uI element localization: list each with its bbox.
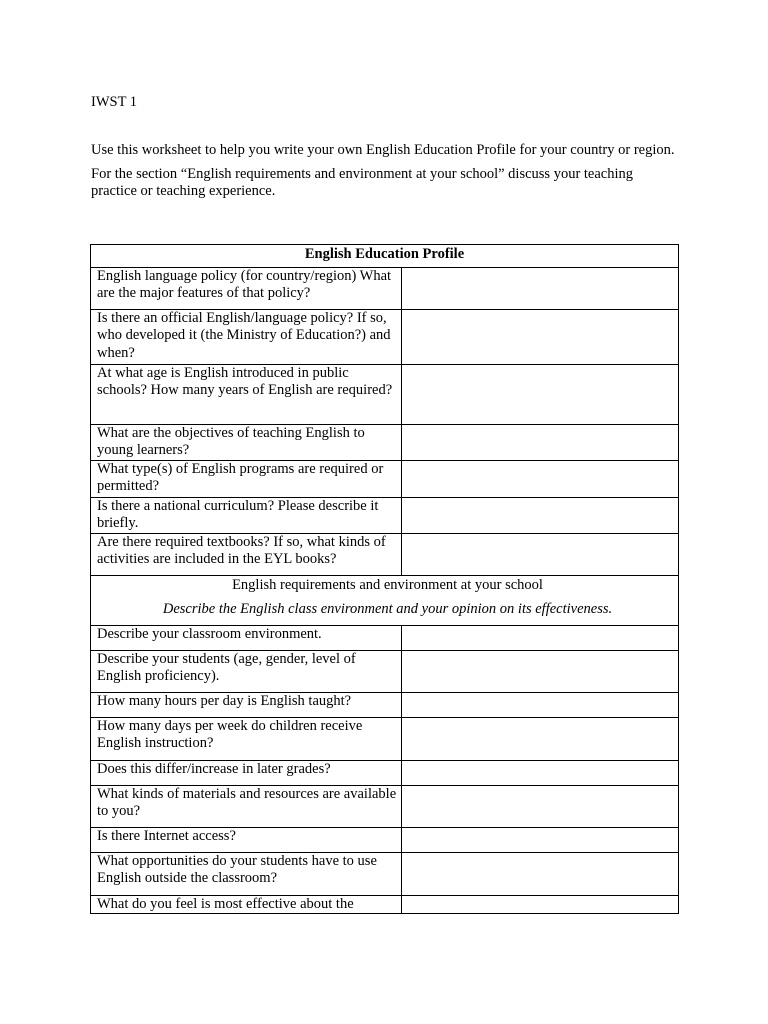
table-row [91,625,679,650]
answer-cell[interactable] [402,785,679,827]
intro-text [91,142,681,207]
section-title: English requirements and environment at your school [232,576,543,593]
question-cell: Is there a national curriculum? Please describe it briefly. [91,497,402,533]
answer-cell[interactable] [402,460,679,497]
answer-cell[interactable] [402,424,679,460]
answer-cell[interactable] [402,827,679,852]
question-cell: Describe your students (age, gender, level of English proficiency). [91,650,402,692]
question-cell: How many hours per day is English taught? [91,692,402,717]
table-header: English Education Profile [91,245,679,268]
answer-cell[interactable] [402,625,679,650]
question-cell: At what age is English introduced in public schools? How many years of English are required? [91,364,402,424]
table-row [91,827,679,852]
english-education-profile-table [90,244,679,914]
document-id-label: IWST 1 [91,94,138,110]
table-row [91,497,679,533]
table-row [91,533,679,575]
table-row [91,460,679,497]
section-row [91,575,679,625]
question-cell: Are there required textbooks? If so, what kinds of activities are included in the EYL books? [91,533,402,575]
intro-paragraph-1: Use this worksheet to help you write your own English Education Profile for your country or region. [91,142,675,158]
intro-paragraph-2: For the section “English requirements and environment at your school” discuss your teaching practice or teaching experience. [91,165,634,199]
answer-cell[interactable] [402,895,679,914]
question-cell: Is there Internet access? [91,827,402,852]
answer-cell[interactable] [402,309,679,364]
table-row [91,309,679,364]
answer-cell[interactable] [402,852,679,895]
question-cell: What type(s) of English programs are required or permitted? [91,460,402,497]
answer-cell[interactable] [402,692,679,717]
question-cell: Does this differ/increase in later grades? [91,760,402,785]
table-row [91,852,679,895]
question-cell: What do you feel is most effective about the [91,895,402,914]
question-cell: Describe your classroom environment. [91,625,402,650]
table-row [91,895,679,914]
table-row [91,760,679,785]
table-row [91,717,679,760]
answer-cell[interactable] [402,533,679,575]
answer-cell[interactable] [402,650,679,692]
question-cell: English language policy (for country/region) What are the major features of that policy? [91,267,402,309]
question-cell: Is there an official English/language policy? If so, who developed it (the Ministry of Education?) and when? [91,309,402,364]
question-cell: What are the objectives of teaching English to young learners? [91,424,402,460]
table-row [91,650,679,692]
answer-cell[interactable] [402,717,679,760]
table-row [91,364,679,424]
table-row [91,692,679,717]
answer-cell[interactable] [402,760,679,785]
table-row [91,785,679,827]
answer-cell[interactable] [402,267,679,309]
question-cell: What opportunities do your students have to use English outside the classroom? [91,852,402,895]
table-header-row [91,245,679,268]
answer-cell[interactable] [402,497,679,533]
question-cell: How many days per week do children receive English instruction? [91,717,402,760]
section-description: Describe the English class environment and your opinion on its effectiveness. [162,601,613,617]
answer-cell[interactable] [402,364,679,424]
table-row [91,424,679,460]
table-row [91,267,679,309]
school-section-cell [91,575,679,625]
question-cell: What kinds of materials and resources are available to you? [91,785,402,827]
